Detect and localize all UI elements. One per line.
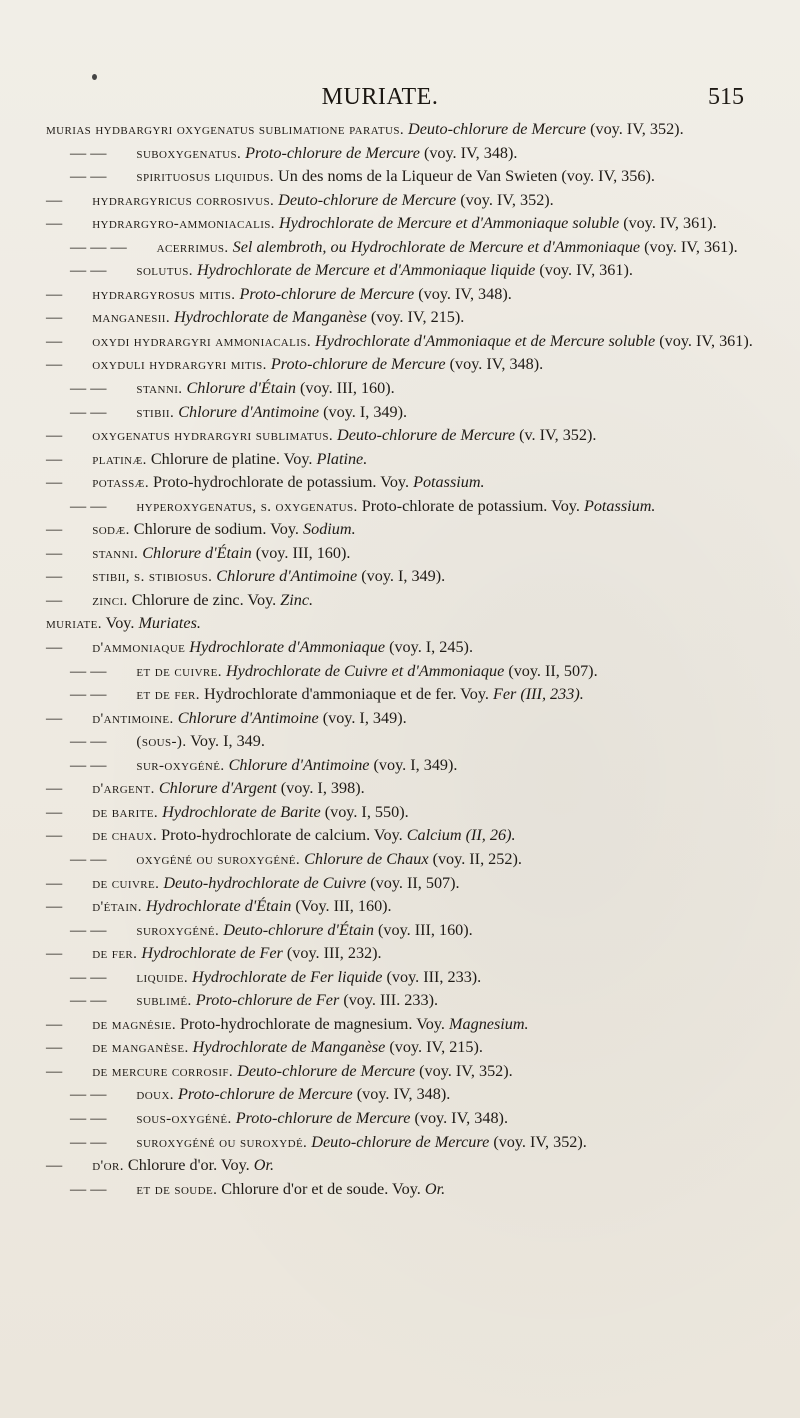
entry-dashes: — — (70, 143, 107, 162)
entry-headword: manganesii. (92, 310, 171, 327)
entry-reference: (voy. IV, 215). (370, 308, 465, 327)
entry-definition: Hydrochlorate de Fer liquide (192, 967, 383, 986)
entry-definition: Hydrochlorate d'Étain (145, 897, 292, 916)
dictionary-entry (46, 424, 758, 448)
entry-reference: Calcium (II, 26). (406, 826, 516, 845)
entry-dashes: — — (70, 1179, 107, 1198)
dictionary-entry (46, 966, 758, 990)
entry-reference: Potassium. (583, 496, 656, 515)
page-number: 515 (708, 84, 744, 110)
entry-dashes: — — (70, 755, 107, 774)
entry-dashes: — — (70, 967, 107, 986)
entry-dashes: — (46, 590, 63, 609)
entry-dashes: — (46, 1014, 63, 1033)
entry-reference: (voy. I, 349). (361, 567, 446, 586)
entry-reference: (voy. III, 160). (378, 920, 473, 939)
entry-definition: Proto-chlorure de Mercure (235, 1108, 411, 1127)
entry-headword: potassæ. (92, 475, 149, 492)
entry-definition: Deuto-hydrochlorate de Cuivre (163, 873, 367, 892)
entry-dashes: — (46, 1038, 63, 1057)
dictionary-entry (46, 330, 758, 354)
entry-reference: (voy. I, 245). (389, 638, 473, 657)
entry-definition: Proto-chlorure de Mercure (239, 284, 415, 303)
entry-reference: Magnesium. (449, 1014, 529, 1033)
entry-dashes: — — (70, 261, 107, 280)
entry-definition: Hydrochlorate de Mercure et d'Ammoniaque soluble (278, 214, 620, 233)
entry-dashes: — (46, 638, 63, 657)
entry-dashes: — (46, 567, 63, 586)
dictionary-entry (46, 919, 758, 943)
entry-headword: oxydi hydrargyri ammoniacalis. (92, 333, 311, 350)
dictionary-entry (46, 801, 758, 825)
entry-definition: Proto-hydrochlorate de potassium. Voy. (153, 473, 410, 492)
entry-dashes: — (46, 802, 63, 821)
entry-definition: Deuto-chlorure de Mercure (408, 120, 587, 138)
entry-headword: zinci. (92, 592, 128, 609)
entry-dashes: — (46, 426, 63, 445)
entry-dashes: — (46, 284, 63, 303)
dictionary-entry (46, 612, 758, 636)
dictionary-entry (46, 942, 758, 966)
entry-definition: Hydrochlorate de Barite (162, 802, 321, 821)
entry-reference: Fer (III, 233). (492, 685, 584, 704)
entry-dashes: — (46, 473, 63, 492)
entry-dashes: — (46, 214, 63, 233)
entry-reference: (v. IV, 352). (519, 426, 597, 445)
entry-headword: d'étain. (92, 899, 142, 916)
dictionary-entry (46, 660, 758, 684)
entry-reference: (voy. I, 398). (280, 779, 365, 798)
entry-headword: et de fer. (136, 687, 200, 704)
entry-definition: Proto-chlorate de potassium. Voy. (361, 496, 580, 515)
entry-headword: (sous-). (136, 734, 187, 751)
entry-dashes: — — (70, 920, 107, 939)
dictionary-entry (46, 236, 758, 260)
entry-definition: Chlorure d'Argent (158, 779, 277, 798)
entry-dashes: — — (70, 1132, 107, 1151)
dictionary-entry (46, 118, 758, 142)
dictionary-entry (46, 1083, 758, 1107)
dictionary-entry (46, 636, 758, 660)
entry-headword: et de soude. (136, 1181, 218, 1198)
entry-definition: Hydrochlorate de Manganèse (174, 308, 367, 327)
dictionary-entry (46, 1036, 758, 1060)
entry-headword: solutus. (136, 263, 193, 280)
dictionary-entry (46, 1131, 758, 1155)
dictionary-entry (46, 589, 758, 613)
entry-definition: Hydrochlorate d'Ammoniaque (189, 638, 386, 657)
entry-dashes: — (46, 190, 63, 209)
entry-headword: de magnésie. (92, 1016, 176, 1033)
dictionary-entry (46, 259, 758, 283)
entry-headword: oxygenatus hydrargyri sublimatus. (92, 428, 333, 445)
dictionary-entries (46, 118, 758, 1201)
entry-reference: (voy. IV, 352). (460, 190, 554, 209)
entry-headword: suboxygenatus. (136, 145, 242, 162)
dictionary-entry (46, 165, 758, 189)
entry-definition: Proto-hydrochlorate de calcium. Voy. (161, 826, 403, 845)
entry-dashes: — (46, 308, 63, 327)
entry-reference: (voy. III, 233). (386, 967, 482, 986)
running-title: MURIATE. (321, 84, 439, 110)
ink-spot (92, 74, 97, 80)
entry-reference: (voy. IV, 361). (644, 237, 738, 256)
entry-headword: stibii. (136, 404, 175, 421)
entry-reference: (voy. IV, 348). (423, 143, 518, 162)
dictionary-entry (46, 471, 758, 495)
entry-definition: Proto-chlorure de Mercure (270, 355, 446, 374)
entry-definition: Hydrochlorate d'ammoniaque et de fer. Voy. (204, 685, 489, 704)
entry-headword: d'antimoine. (92, 710, 174, 727)
dictionary-entry (46, 848, 758, 872)
entry-headword: de mercure corrosif. (92, 1063, 234, 1080)
entry-dashes: — — (70, 661, 107, 680)
dictionary-entry (46, 283, 758, 307)
entry-headword: et de cuivre. (136, 663, 222, 680)
entry-dashes: — (46, 897, 63, 916)
entry-headword: stanni. (136, 381, 183, 398)
dictionary-entry (46, 824, 758, 848)
dictionary-entry (46, 353, 758, 377)
entry-headword: de cuivre. (92, 875, 160, 892)
entry-dashes: — (46, 779, 63, 798)
entry-dashes: — — (70, 167, 107, 186)
entry-headword: de chaux. (92, 828, 158, 845)
entry-definition: Deuto-chlorure de Mercure (337, 426, 516, 445)
dictionary-entry (46, 1154, 758, 1178)
entry-definition: Proto-hydrochlorate de magnesium. Voy. (180, 1014, 445, 1033)
entry-headword: stibii, s. stibiosus. (92, 569, 213, 586)
entry-reference: (Voy. III, 160). (295, 897, 392, 916)
entry-dashes: — — (70, 402, 107, 421)
entry-definition: Chlorure d'Étain (186, 379, 296, 398)
entry-reference: (voy. III, 160). (299, 379, 395, 398)
entry-headword: platinæ. (92, 451, 147, 468)
entry-dashes: — — (70, 379, 107, 398)
dictionary-entry (46, 707, 758, 731)
dictionary-entry (46, 565, 758, 589)
entry-dashes: — (46, 873, 63, 892)
entry-definition: Proto-chlorure de Fer (195, 991, 340, 1010)
entry-definition: Chlorure d'Étain (142, 543, 252, 562)
entry-reference: (voy. IV, 348). (356, 1085, 451, 1104)
page-header (0, 84, 800, 120)
entry-reference: (voy. III. 233). (343, 991, 439, 1010)
entry-headword: de barite. (92, 804, 159, 821)
entry-definition: Voy. I, 349. (190, 732, 265, 751)
entry-definition: Hydrochlorate de Cuivre et d'Ammoniaque (225, 661, 505, 680)
dictionary-entry (46, 754, 758, 778)
entry-dashes: — — (70, 685, 107, 704)
entry-reference: (voy. IV, 352). (590, 120, 684, 138)
dictionary-entry (46, 448, 758, 472)
entry-definition: Chlorure de Chaux (304, 849, 429, 868)
entry-definition: Chlorure d'or et de soude. Voy. (221, 1179, 421, 1198)
entry-headword: sodæ. (92, 522, 130, 539)
dictionary-entry (46, 1178, 758, 1202)
entry-headword: sous-oxygéné. (136, 1110, 232, 1127)
dictionary-entry (46, 872, 758, 896)
entry-reference: (voy. IV, 352). (493, 1132, 587, 1151)
entry-dashes: — (46, 355, 63, 374)
entry-reference: (voy. I, 550). (324, 802, 409, 821)
dictionary-entry (46, 401, 758, 425)
entry-dashes: — (46, 944, 63, 963)
dictionary-entry (46, 189, 758, 213)
entry-definition: Sel alembroth, ou Hydrochlorate de Mercure et d'Ammoniaque (232, 237, 641, 256)
entry-reference: (voy. II, 252). (432, 849, 522, 868)
entry-dashes: — — (70, 1085, 107, 1104)
entry-reference: (voy. III, 160). (255, 543, 351, 562)
dictionary-entry (46, 1060, 758, 1084)
entry-reference: Zinc. (280, 590, 314, 609)
entry-headword: hyperoxygenatus, s. oxygenatus. (136, 498, 358, 515)
entry-reference: Or. (424, 1179, 446, 1198)
entry-reference: (voy. IV, 361). (659, 331, 753, 350)
entry-dashes: — (46, 331, 63, 350)
entry-headword: oxyduli hydrargyri mitis. (92, 357, 267, 374)
entry-definition: Deuto-chlorure de Mercure (311, 1132, 490, 1151)
entry-dashes: — — (70, 1108, 107, 1127)
entry-definition: Voy. (105, 614, 135, 633)
entry-definition: Chlorure de sodium. Voy. (133, 520, 299, 539)
dictionary-entry (46, 142, 758, 166)
entry-definition: Hydrochlorate de Fer (141, 944, 283, 963)
dictionary-entry (46, 683, 758, 707)
entry-headword: d'ammoniaque (92, 640, 186, 657)
entry-headword: acerrimus. (156, 239, 229, 256)
entry-reference: (voy. IV, 361). (623, 214, 717, 233)
entry-reference: (voy. IV, 348). (414, 1108, 508, 1127)
entry-definition: Hydrochlorate de Manganèse (192, 1038, 386, 1057)
dictionary-entry (46, 989, 758, 1013)
entry-dashes: — (46, 520, 63, 539)
entry-definition: Chlorure d'Antimoine (178, 402, 320, 421)
dictionary-entry (46, 730, 758, 754)
entry-dashes: — — (70, 991, 107, 1010)
entry-headword: d'argent. (92, 781, 155, 798)
dictionary-entry (46, 895, 758, 919)
entry-headword: doux. (136, 1087, 174, 1104)
entry-dashes: — (46, 543, 63, 562)
entry-headword: stanni. (92, 545, 139, 562)
entry-headword: suroxygéné. (136, 922, 220, 939)
dictionary-entry (46, 212, 758, 236)
entry-reference: (voy. IV, 215). (389, 1038, 483, 1057)
entry-reference: (voy. I, 349). (373, 755, 458, 774)
entry-reference: Potassium. (413, 473, 485, 492)
entry-headword: de manganèse. (92, 1040, 189, 1057)
entry-headword: oxygéné ou suroxygéné. (136, 851, 301, 868)
entry-reference: Or. (253, 1156, 274, 1175)
entry-headword: murias hydbargyri oxygenatus sublimatione paratus. (46, 122, 404, 138)
dictionary-entry (46, 1107, 758, 1131)
dictionary-entry (46, 495, 758, 519)
entry-headword: hydrargyrosus mitis. (92, 286, 236, 303)
entry-headword: de fer. (92, 946, 138, 963)
entry-definition: Proto-chlorure de Mercure (178, 1085, 353, 1104)
entry-headword: hydrargyricus corrosivus. (92, 192, 275, 209)
entry-headword: sur-oxygéné. (136, 757, 225, 774)
entry-dashes: — (46, 708, 63, 727)
entry-reference: Muriates. (138, 614, 201, 633)
entry-definition: Chlorure d'Antimoine (216, 567, 358, 586)
entry-definition: Un des noms de la Liqueur de Van Swieten (278, 167, 558, 186)
dictionary-entry (46, 542, 758, 566)
entry-definition: Chlorure d'or. Voy. (127, 1156, 250, 1175)
entry-definition: Hydrochlorate de Mercure et d'Ammoniaque liquide (196, 261, 536, 280)
dictionary-entry (46, 777, 758, 801)
entry-headword: sublimé. (136, 993, 192, 1010)
entry-dashes: — (46, 826, 63, 845)
entry-definition: Chlorure de zinc. Voy. (131, 590, 277, 609)
dictionary-entry (46, 518, 758, 542)
entry-headword: suroxygéné ou suroxydé. (136, 1134, 308, 1151)
dictionary-entry (46, 306, 758, 330)
entry-reference: (voy. IV, 352). (419, 1061, 513, 1080)
entry-definition: Hydrochlorate d'Ammoniaque et de Mercure soluble (315, 331, 656, 350)
entry-reference: (voy. III, 232). (286, 944, 382, 963)
entry-definition: Chlorure d'Antimoine (177, 708, 319, 727)
entry-reference: (voy. II, 507). (370, 873, 460, 892)
entry-headword: liquide. (136, 969, 188, 986)
entry-reference: Sodium. (303, 520, 356, 539)
entry-dashes: — — (70, 849, 107, 868)
entry-definition: Chlorure de platine. Voy. (150, 449, 313, 468)
entry-reference: (voy. IV, 356). (561, 167, 655, 186)
entry-definition: Deuto-chlorure d'Étain (223, 920, 374, 939)
entry-dashes: — (46, 1156, 63, 1175)
entry-dashes: — (46, 1061, 63, 1080)
entry-dashes: — — (70, 732, 107, 751)
entry-dashes: — — — (70, 237, 127, 256)
entry-reference: Platine. (316, 449, 368, 468)
entry-dashes: — — (70, 496, 107, 515)
entry-headword: spirituosus liquidus. (136, 169, 274, 186)
entry-definition: Chlorure d'Antimoine (228, 755, 370, 774)
entry-reference: (voy. IV, 348). (418, 284, 512, 303)
entry-headword: d'or. (92, 1158, 124, 1175)
entry-headword: muriate. (46, 616, 102, 633)
dictionary-entry (46, 1013, 758, 1037)
entry-definition: Deuto-chlorure de Mercure (278, 190, 457, 209)
entry-reference: (voy. I, 349). (322, 708, 407, 727)
entry-reference: (voy. II, 507). (508, 661, 598, 680)
entry-dashes: — (46, 449, 63, 468)
entry-definition: Proto-chlorure de Mercure (245, 143, 420, 162)
entry-headword: hydrargyro-ammoniacalis. (92, 216, 275, 233)
entry-definition: Deuto-chlorure de Mercure (237, 1061, 416, 1080)
entry-reference: (voy. IV, 348). (449, 355, 544, 374)
entry-reference: (voy. IV, 361). (539, 261, 633, 280)
dictionary-entry (46, 377, 758, 401)
entry-reference: (voy. I, 349). (323, 402, 408, 421)
